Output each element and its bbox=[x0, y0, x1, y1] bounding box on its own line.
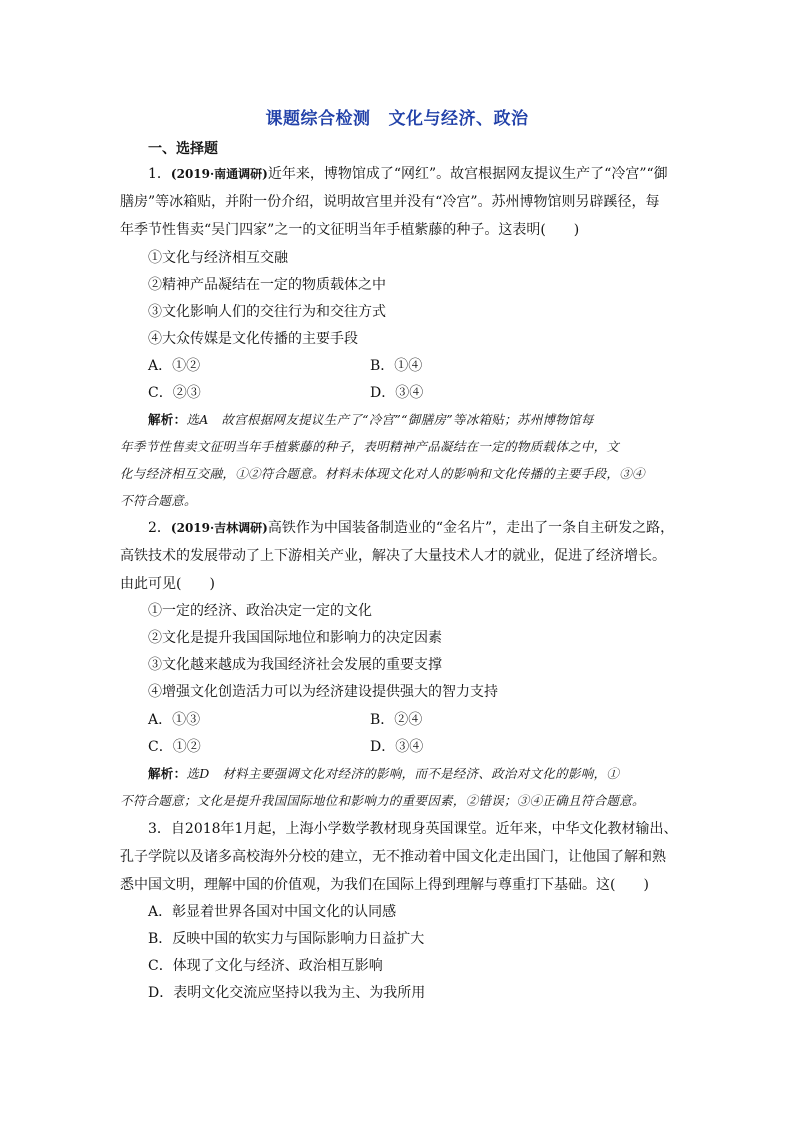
q2-item-3: ③文化越来越成为我国经济社会发展的重要支撑 bbox=[148, 657, 442, 673]
q2-text-1: 高铁作为中国装备制造业的“金名片”，走出了一条自主研发之路， bbox=[267, 520, 675, 536]
q1-option-a: A．①② bbox=[148, 358, 201, 374]
title-sub: 文化与经济、政治 bbox=[388, 109, 529, 129]
q1-analysis-line-1 bbox=[148, 410, 594, 430]
q1-number: 1． bbox=[148, 166, 171, 182]
q2-line-3: 由此可见( ) bbox=[120, 576, 215, 592]
q2-analysis-label: 解析： bbox=[148, 766, 187, 781]
q1-analysis-label: 解析： bbox=[148, 412, 187, 427]
q3-option-a: A．彰显着世界各国对中国文化的认同感 bbox=[148, 904, 397, 920]
q2-number: 2． bbox=[148, 520, 171, 536]
q2-analysis-text-1: 选D 材料主要强调文化对经济的影响，而不是经济、政治对文化的影响，① bbox=[186, 766, 620, 781]
q2-item-2: ②文化是提升我国国际地位和影响力的决定因素 bbox=[148, 630, 442, 646]
q1-item-4: ④大众传媒是文化传播的主要手段 bbox=[148, 331, 358, 347]
q2-item-4: ④增强文化创造活力可以为经济建设提供强大的智力支持 bbox=[148, 684, 498, 700]
q1-item-3: ③文化影响人们的交往行为和交往方式 bbox=[148, 304, 386, 320]
q1-source: (2019·南通调研) bbox=[170, 167, 268, 181]
q3-option-c: C．体现了文化与经济、政治相互影响 bbox=[148, 958, 383, 974]
q2-analysis-line-1 bbox=[148, 764, 619, 784]
q2-option-c: C．①② bbox=[148, 739, 201, 755]
q2-line-1 bbox=[148, 518, 674, 538]
q2-option-b: B．②④ bbox=[370, 712, 423, 728]
q3-line-3: 悉中国文明，理解中国的价值观，为我们在国际上得到理解与尊重打下基础。这( ) bbox=[120, 877, 649, 893]
q1-line-1 bbox=[148, 164, 668, 184]
q3-number: 3． bbox=[148, 821, 171, 837]
title-main: 课题综合检测 bbox=[265, 109, 371, 129]
q1-analysis-line-2: 年季节性售卖文征明当年手植紫藤的种子，表明精神产品凝结在一定的物质载体之中，文 bbox=[120, 439, 620, 454]
q3-option-d: D．表明文化交流应坚持以我为主、为我所用 bbox=[148, 985, 426, 1001]
q2-item-1: ①一定的经济、政治决定一定的文化 bbox=[148, 603, 372, 619]
q1-analysis-line-3: 化与经济相互交融，①②符合题意。材料未体现文化对人的影响和文化传播的主要手段，③④ bbox=[120, 466, 645, 481]
q3-option-b: B．反映中国的软实力与国际影响力日益扩大 bbox=[148, 931, 425, 947]
q1-line-3: 年季节性售卖“吴门四家”之一的文征明当年手植紫藤的种子。这表明( ) bbox=[120, 222, 580, 238]
q1-analysis-text-1: 选A 故宫根据网友提议生产了“冷宫”“御膳房”等冰箱贴；苏州博物馆每 bbox=[186, 412, 594, 427]
page-title bbox=[0, 104, 794, 129]
q1-option-b: B．①④ bbox=[370, 358, 423, 374]
q3-text-1: 自2018年1月起，上海小学数学教材现身英国课堂。近年来，中华文化教材输出、 bbox=[170, 821, 678, 837]
q2-line-2: 高铁技术的发展带动了上下游相关产业，解决了大量技术人才的就业，促进了经济增长。 bbox=[120, 548, 666, 564]
q1-item-1: ①文化与经济相互交融 bbox=[148, 250, 288, 266]
q1-option-d: D．③④ bbox=[370, 385, 424, 401]
q1-option-c: C．②③ bbox=[148, 385, 201, 401]
q2-source: (2019·吉林调研) bbox=[170, 521, 268, 535]
q3-line-2: 孔子学院以及诸多高校海外分校的建立，无不推动着中国文化走出国门，让他国了解和熟 bbox=[120, 849, 666, 865]
section-heading: 一、选择题 bbox=[148, 141, 218, 157]
q1-text-1: 近年来，博物馆成了“网红”。故宫根据网友提议生产了“冷宫”“御 bbox=[267, 166, 668, 182]
q1-analysis-line-4: 不符合题意。 bbox=[120, 493, 197, 508]
q1-line-2: 膳房”等冰箱贴，并附一份介绍，说明故宫里并没有“冷宫”。苏州博物馆则另辟蹊径，每 bbox=[120, 194, 660, 210]
q2-option-d: D．③④ bbox=[370, 739, 424, 755]
q2-analysis-line-2: 不符合题意；文化是提升我国国际地位和影响力的重要因素，②错误；③④正确且符合题意。 bbox=[120, 793, 645, 808]
q2-option-a: A．①③ bbox=[148, 712, 201, 728]
q3-line-1 bbox=[148, 819, 677, 839]
q1-item-2: ②精神产品凝结在一定的物质载体之中 bbox=[148, 277, 386, 293]
